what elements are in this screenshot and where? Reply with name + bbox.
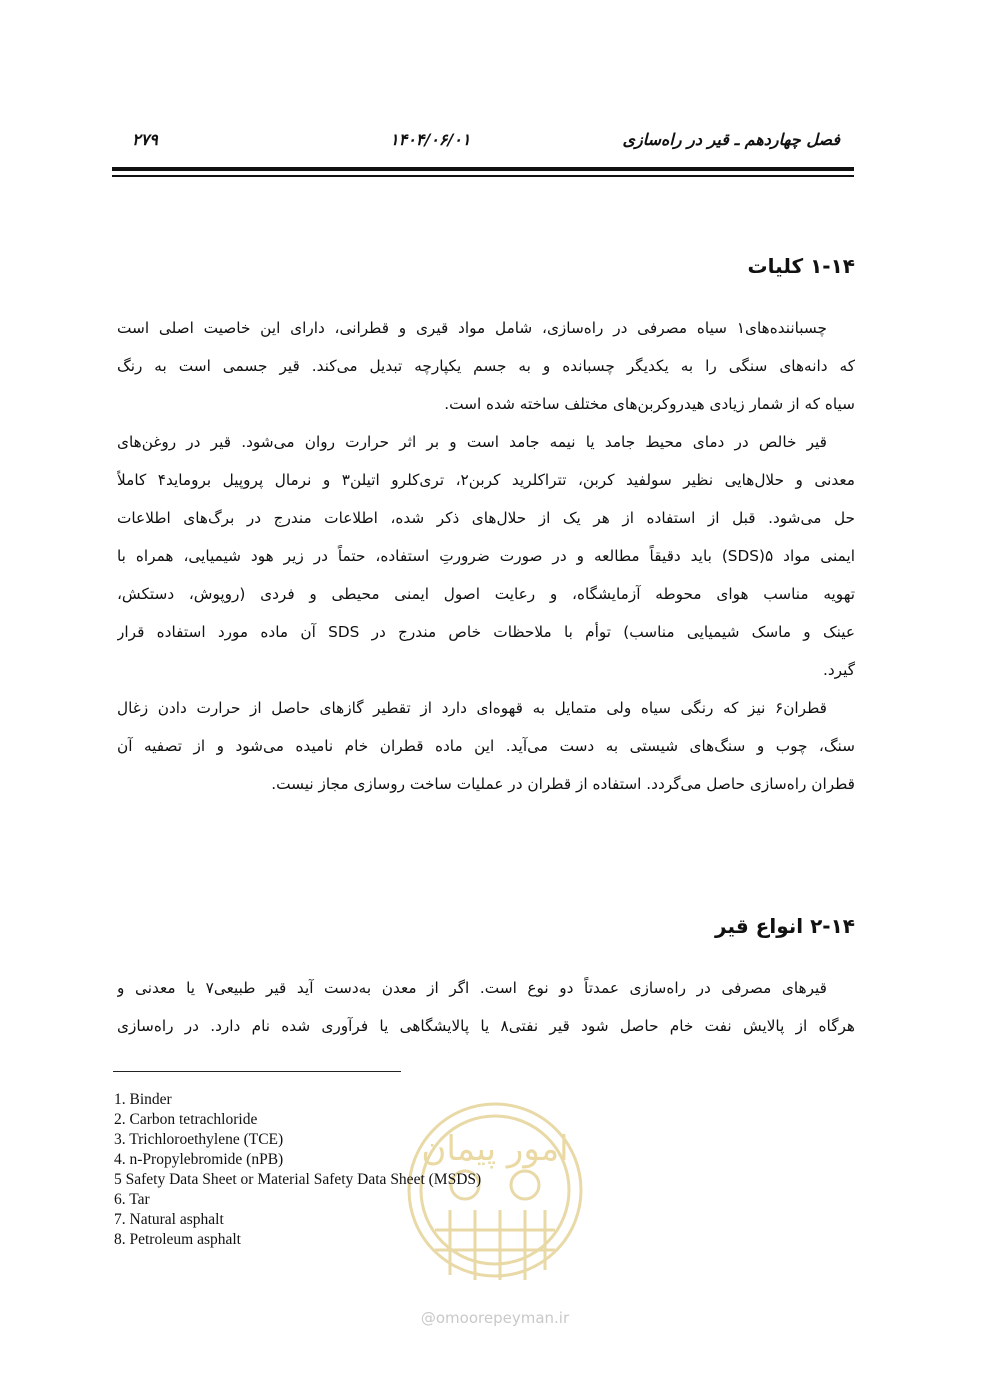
- section-heading-general: ۱-۱۴ کلیات: [747, 254, 855, 278]
- paragraph-line: قیر خالص در دمای محیط جامد یا نیمه جامد است و بر اثر حرارت روان می‌شود. قیر در روغن‌های: [117, 433, 827, 451]
- header-rule-thin: [112, 175, 854, 177]
- paragraph-line: چسباننده‌های۱ سیاه مصرفی در راه‌سازی، شامل مواد قیری و قطرانی، دارای این خاصیت اصلی است: [117, 319, 827, 337]
- paragraph-line: گیرد.: [822, 661, 855, 679]
- page-header: [112, 130, 854, 156]
- paragraph-line: قطران راه‌سازی حاصل می‌گردد. استفاده از قطران در عملیات ساخت روسازی مجاز نیست.: [271, 775, 855, 793]
- paragraph-line: ایمنی مواد ۵(SDS) باید دقیقاً مطالعه و در صورت ضرورتِ استفاده، حتماً در زیر هود شیمیایی، همراه با: [117, 547, 855, 565]
- section-body-types: [117, 969, 855, 1045]
- paragraph-line: عینک و ماسک شیمیایی مناسب) توأم با ملاحظات خاص مندرج در SDS آن ماده مورد استفاده قرار: [117, 623, 855, 641]
- footnote-item: 2. Carbon tetrachloride: [114, 1111, 258, 1128]
- paragraph-line: سنگ، چوب و سنگ‌های شیستی به دست می‌آید. این ماده قطران خام نامیده می‌شود و از تصفیه آن: [117, 737, 855, 755]
- header-rule-thick: [112, 167, 854, 171]
- footnote-item: 5 Safety Data Sheet or Material Safety Data Sheet (MSDS): [114, 1171, 482, 1188]
- section-body-general: [117, 309, 855, 803]
- paragraph-line: هرگاه از پالایش نفت خام حاصل شود قیر نفتی۸ یا پالایشگاهی یا فرآوری شده نام دارد. در راه‌سازی: [117, 1017, 855, 1035]
- watermark-logo-text: امور پیمان: [421, 1129, 569, 1169]
- section-heading-types: ۲-۱۴ انواع قیر: [715, 914, 855, 938]
- paragraph-line: حل می‌شود. قبل از استفاده از هر یک از حلال‌های ذکر شده، اطلاعات مندرج در برگ‌های اطلاعات: [117, 509, 855, 527]
- paragraph-line: قیرهای مصرفی در راه‌سازی عمدتاً دو نوع است. اگر از معدن به‌دست آید قیر طبیعی۷ یا معدنی و: [117, 979, 827, 997]
- watermark-handle: @omoorepeyman.ir: [420, 1309, 570, 1327]
- footnote-item: 3. Trichloroethylene (TCE): [114, 1131, 284, 1148]
- paragraph-line: تهویه مناسب هوای محوطه آزمایشگاه، و رعایت اصول ایمنی محیطی و فردی (روپوش، دستکش،: [117, 585, 855, 603]
- paragraph-line: قطران۶ نیز که رنگی سیاه ولی متمایل به قهوه‌ای دارد از تقطیر گازهای حاصل از حرارت دادن زغال: [117, 699, 827, 717]
- footnote-item: 8. Petroleum asphalt: [114, 1231, 241, 1248]
- footnote-item: 4. n-Propylebromide (nPB): [114, 1151, 284, 1168]
- page-number: ۲۷۹: [132, 130, 158, 149]
- paragraph-line: که دانه‌های سنگی را به یکدیگر چسبانده و به جسم یکپارچه تبدیل می‌کند. قیر جسمی است به رنگ: [117, 357, 855, 375]
- footnote-item: 6. Tar: [114, 1191, 150, 1208]
- paragraph-line: معدنی و حلال‌هایی نظیر سولفید کربن، تتراکلرید کربن۲، تری‌کلرو اتیلن۳ و نرمال پروپیل برومايد۴ کاملاً: [117, 471, 855, 489]
- header-date: ۱۴۰۴/۰۶/۰۱: [390, 130, 471, 149]
- footnote-item: 7. Natural asphalt: [114, 1211, 224, 1228]
- chapter-title: فصل چهاردهم ـ قیر در راه‌سازی: [622, 130, 840, 149]
- footnote-rule: [113, 1071, 401, 1072]
- footnote-item: 1. Binder: [114, 1091, 172, 1108]
- paragraph-line: سیاه که از شمار زیادی هیدروکربن‌های مختلف ساخته شده است.: [444, 395, 855, 413]
- footnotes: [114, 1090, 481, 1250]
